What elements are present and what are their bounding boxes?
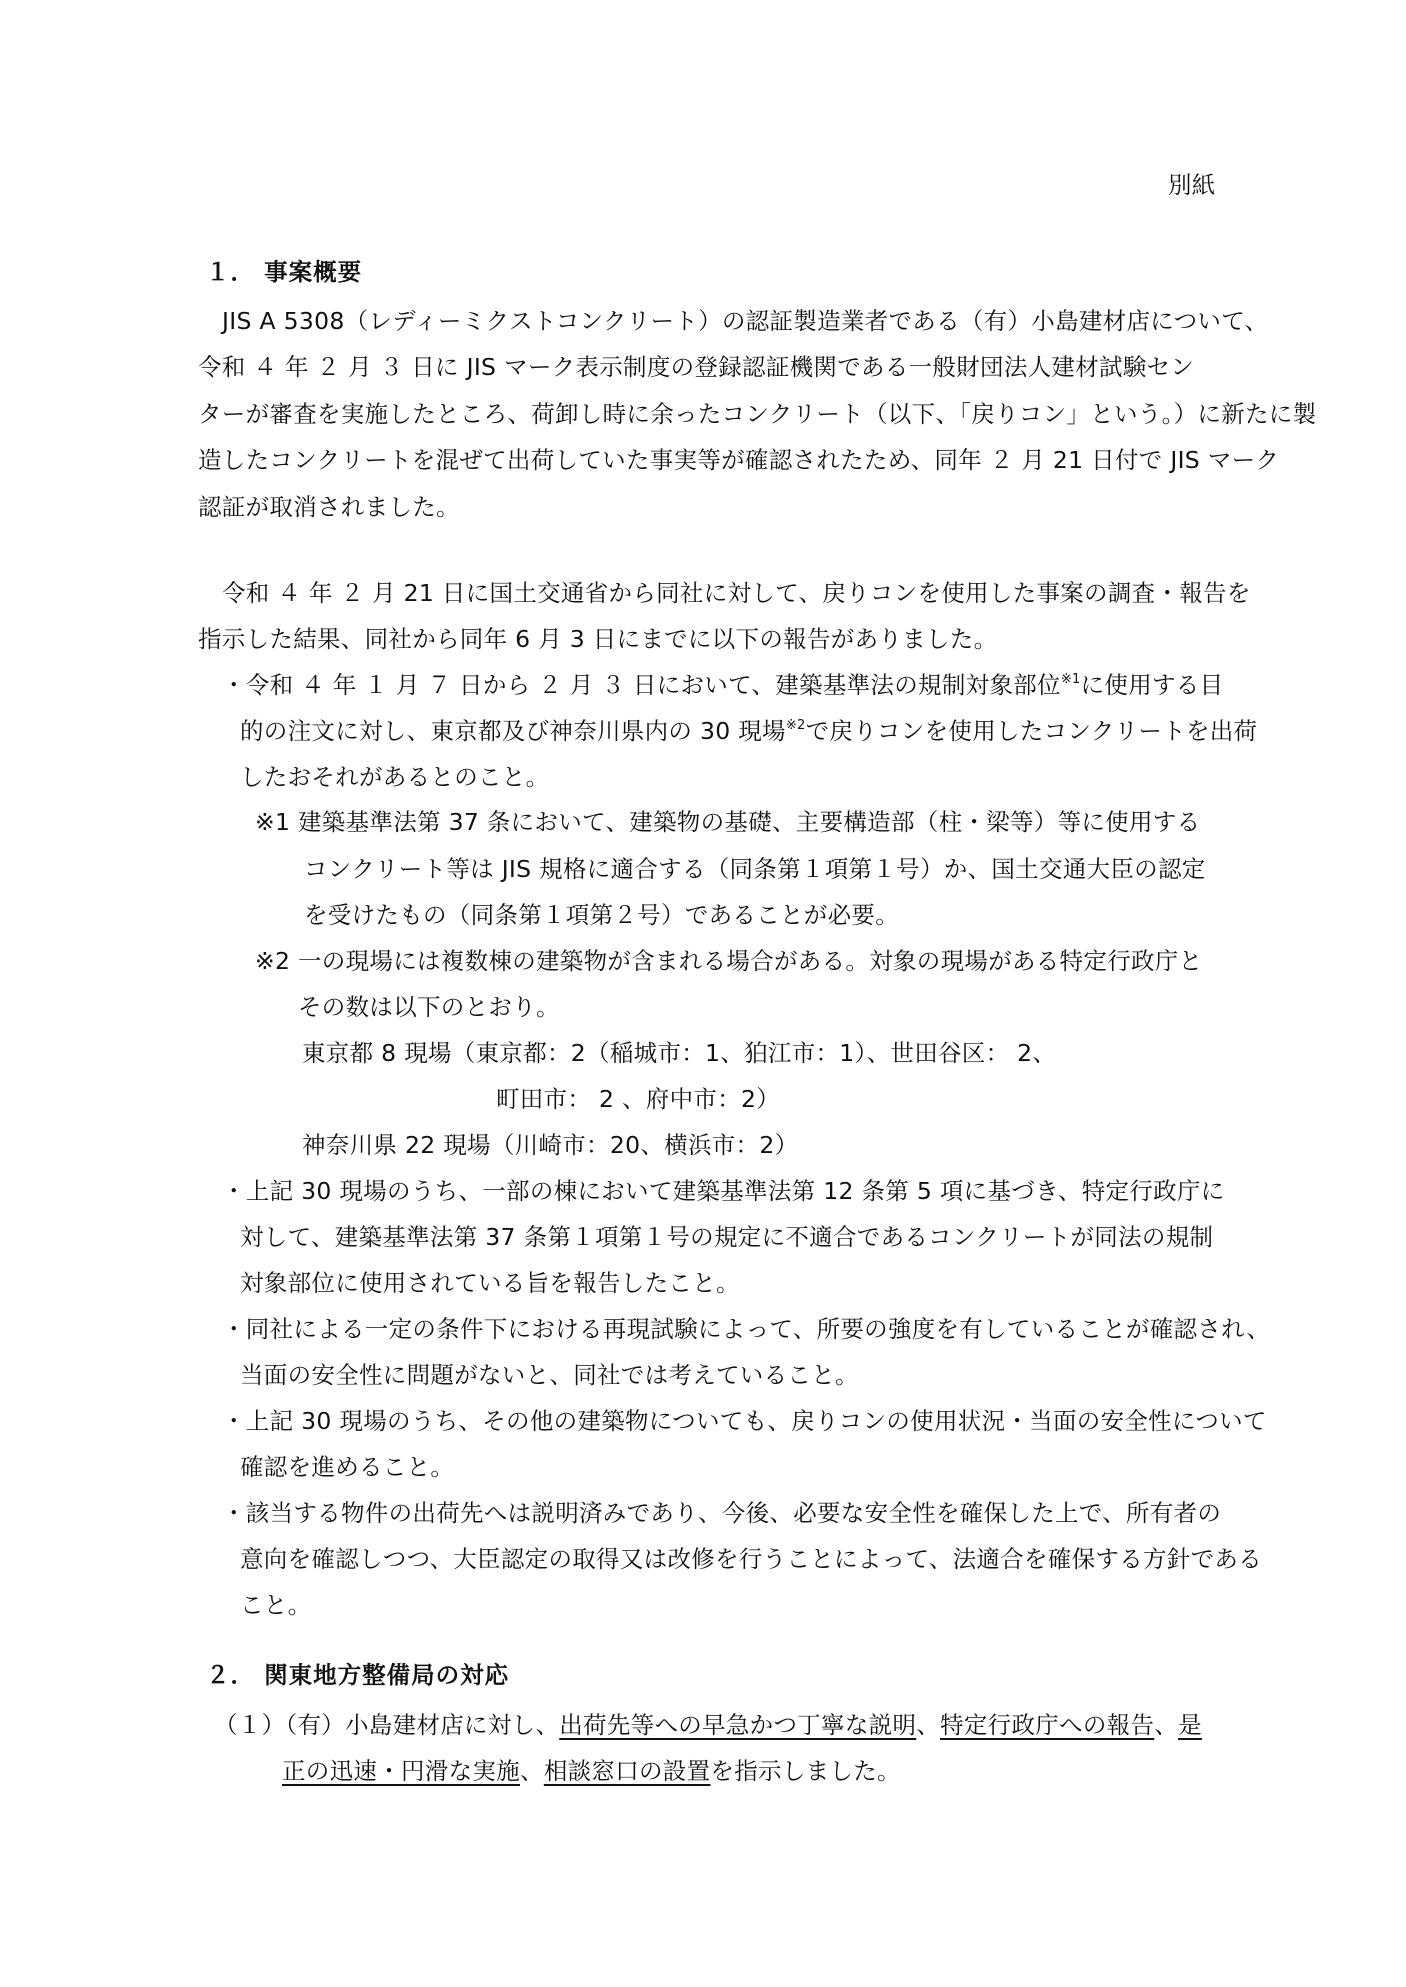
tokyo-sites-line2: 町田市： 2 、府中市：2） bbox=[496, 1085, 781, 1113]
tokyo-sites-line1: 東京都 8 現場（東京都：2（稲城市：1、狛江市：1）、世田谷区： 2、 bbox=[302, 1039, 1057, 1067]
report-item-5-line1: ・該当する物件の出荷先へは説明済みであり、今後、必要な安全性を確保した上で、所有者の bbox=[222, 1499, 1222, 1527]
report-item-2-line2: 対して、建築基準法第 37 条第１項第１号の規定に不適合であるコンクリートが同法の規制 bbox=[240, 1223, 1214, 1251]
para1-line1: JIS A 5308（レディーミクストコンクリート）の認証製造業者である（有）小島建材店について、 bbox=[222, 307, 1269, 335]
para1-line5: 認証が取消されました。 bbox=[198, 493, 460, 521]
instruction-report: 特定行政庁への報告 bbox=[940, 1711, 1155, 1739]
para1-line3: ターが審査を実施したところ、荷卸し時に余ったコンクリート（以下、「戻りコン」という。）に新たに製 bbox=[198, 400, 1317, 428]
instruction-consultation-desk: 相談窓口の設置 bbox=[543, 1757, 711, 1785]
para1-line2: 令和 ４ 年 ２ 月 ３ 日に JIS マーク表示制度の登録認証機関である一般財団法人建材試験セン bbox=[198, 353, 1195, 381]
note1-line3: を受けたもの（同条第１項第２号）であることが必要。 bbox=[304, 901, 899, 929]
kanagawa-sites: 神奈川県 22 現場（川崎市：20、横浜市：2） bbox=[302, 1131, 799, 1159]
report-item-5-line3: こと。 bbox=[240, 1591, 312, 1619]
report-item-3-line1: ・同社による一定の条件下における再現試験によって、所要の強度を有していることが確認され、 bbox=[222, 1315, 1271, 1343]
report-item-2-line3: 対象部位に使用されている旨を報告したこと。 bbox=[240, 1269, 740, 1297]
instruction-explanation: 出荷先等への早急かつ丁寧な説明 bbox=[559, 1711, 917, 1739]
para2-line1: 令和 ４ 年 ２ 月 21 日に国土交通省から同社に対して、戻りコンを使用した事案の調査・報告を bbox=[222, 579, 1251, 607]
report-item-2-line1: ・上記 30 現場のうち、一部の棟において建築基準法第 12 条第 5 項に基づき、特定行政庁に bbox=[222, 1177, 1225, 1205]
para1-line4: 造したコンクリートを混ぜて出荷していた事実等が確認されたため、同年 ２ 月 21 日付で JIS マーク bbox=[198, 446, 1280, 474]
note1-line2: コンクリート等は JIS 規格に適合する（同条第１項第１号）か、国土交通大臣の認定 bbox=[304, 855, 1206, 883]
report-item-1-line2: 的の注文に対し、東京都及び神奈川県内の 30 現場$^{※2}$で戻りコンを使用したコンクリートを出荷 bbox=[240, 717, 1258, 745]
report-item-1-line1: ・令和 ４ 年 １ 月 ７ 日から ２ 月 ３ 日において、建築基準法の規制対象部位$^{※1}$に使用する目 bbox=[222, 671, 1224, 699]
report-item-5-line2: 意向を確認しつつ、大臣認定の取得又は改修を行うことによって、法適合を確保する方針である bbox=[240, 1545, 1262, 1573]
report-item-4-line1: ・上記 30 現場のうち、その他の建築物についても、戻りコンの使用状況・当面の安全性について bbox=[222, 1407, 1267, 1435]
section1-heading: １． 事案概要 bbox=[206, 258, 363, 286]
section2-heading: ２． 関東地方整備局の対応 bbox=[206, 1661, 510, 1689]
footnote-ref-1: ※1 bbox=[1060, 672, 1081, 687]
attachment-label: 別紙 bbox=[1168, 171, 1216, 199]
instruction-correction-start: 是 bbox=[1178, 1711, 1202, 1739]
report-item-4-line2: 確認を進めること。 bbox=[240, 1453, 455, 1481]
note1-line1: ※1 建築基準法第 37 条において、建築物の基礎、主要構造部（柱・梁等）等に使用する bbox=[255, 808, 1201, 836]
response-item-1-line1: （１）（有）小島建材店に対し、出荷先等への早急かつ丁寧な説明、特定行政庁への報告、是 bbox=[214, 1711, 1202, 1739]
note2-line2: その数は以下のとおり。 bbox=[298, 993, 560, 1021]
instruction-correction: 正の迅速・円滑な実施 bbox=[282, 1757, 520, 1785]
report-item-1-line3: したおそれがあるとのこと。 bbox=[240, 763, 550, 791]
note2-line1: ※2 一の現場には複数棟の建築物が含まれる場合がある。対象の現場がある特定行政庁と bbox=[255, 947, 1203, 975]
report-item-3-line2: 当面の安全性に問題がないと、同社では考えていること。 bbox=[240, 1361, 859, 1389]
para2-line2: 指示した結果、同社から同年 6 月 3 日にまでに以下の報告がありました。 bbox=[198, 625, 998, 653]
response-item-1-line2: 正の迅速・円滑な実施、相談窓口の設置を指示しました。 bbox=[282, 1757, 901, 1785]
footnote-ref-2: ※2 bbox=[785, 718, 806, 733]
